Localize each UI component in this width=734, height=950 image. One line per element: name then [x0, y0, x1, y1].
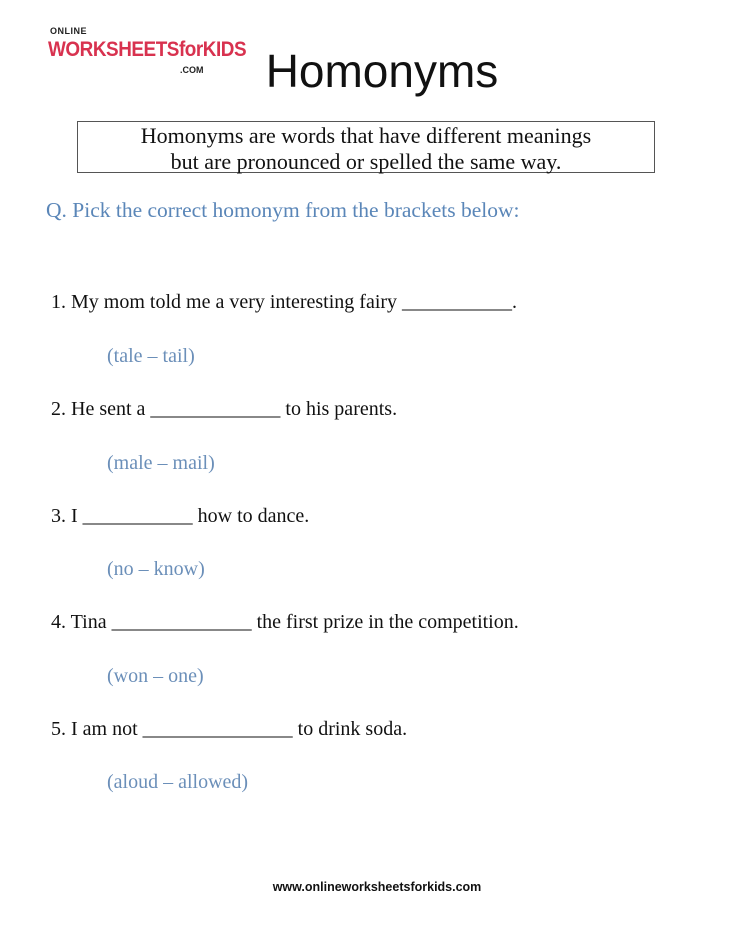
question-2: 2. He sent a _____________ to his parents.	[51, 398, 398, 420]
options-5: (aloud – allowed)	[107, 771, 249, 793]
question-3: 3. I ___________ how to dance.	[51, 505, 310, 527]
options-2: (male – mail)	[107, 452, 215, 474]
question-1: 1. My mom told me a very interesting fairy ___________.	[51, 291, 518, 313]
definition-box	[77, 121, 655, 173]
instruction: Q. Pick the correct homonym from the brackets below:	[46, 198, 520, 222]
logo-line1: ONLINE	[50, 26, 88, 36]
definition-line1: Homonyms are words that have different meanings	[140, 123, 592, 148]
options-1: (tale – tail)	[107, 345, 195, 367]
question-5: 5. I am not _______________ to drink soda.	[51, 718, 408, 740]
logo-line3: .COM	[180, 65, 204, 75]
question-4: 4. Tina ______________ the first prize in the competition.	[51, 611, 519, 633]
logo-line2: WORKSHEETSforKIDS	[48, 38, 247, 61]
options-3: (no – know)	[107, 558, 205, 580]
footer-url: www.onlineworksheetsforkids.com	[272, 880, 482, 894]
options-4: (won – one)	[107, 665, 204, 687]
page-title: Homonyms	[265, 45, 499, 97]
definition-line2: but are pronounced or spelled the same way.	[170, 149, 562, 174]
